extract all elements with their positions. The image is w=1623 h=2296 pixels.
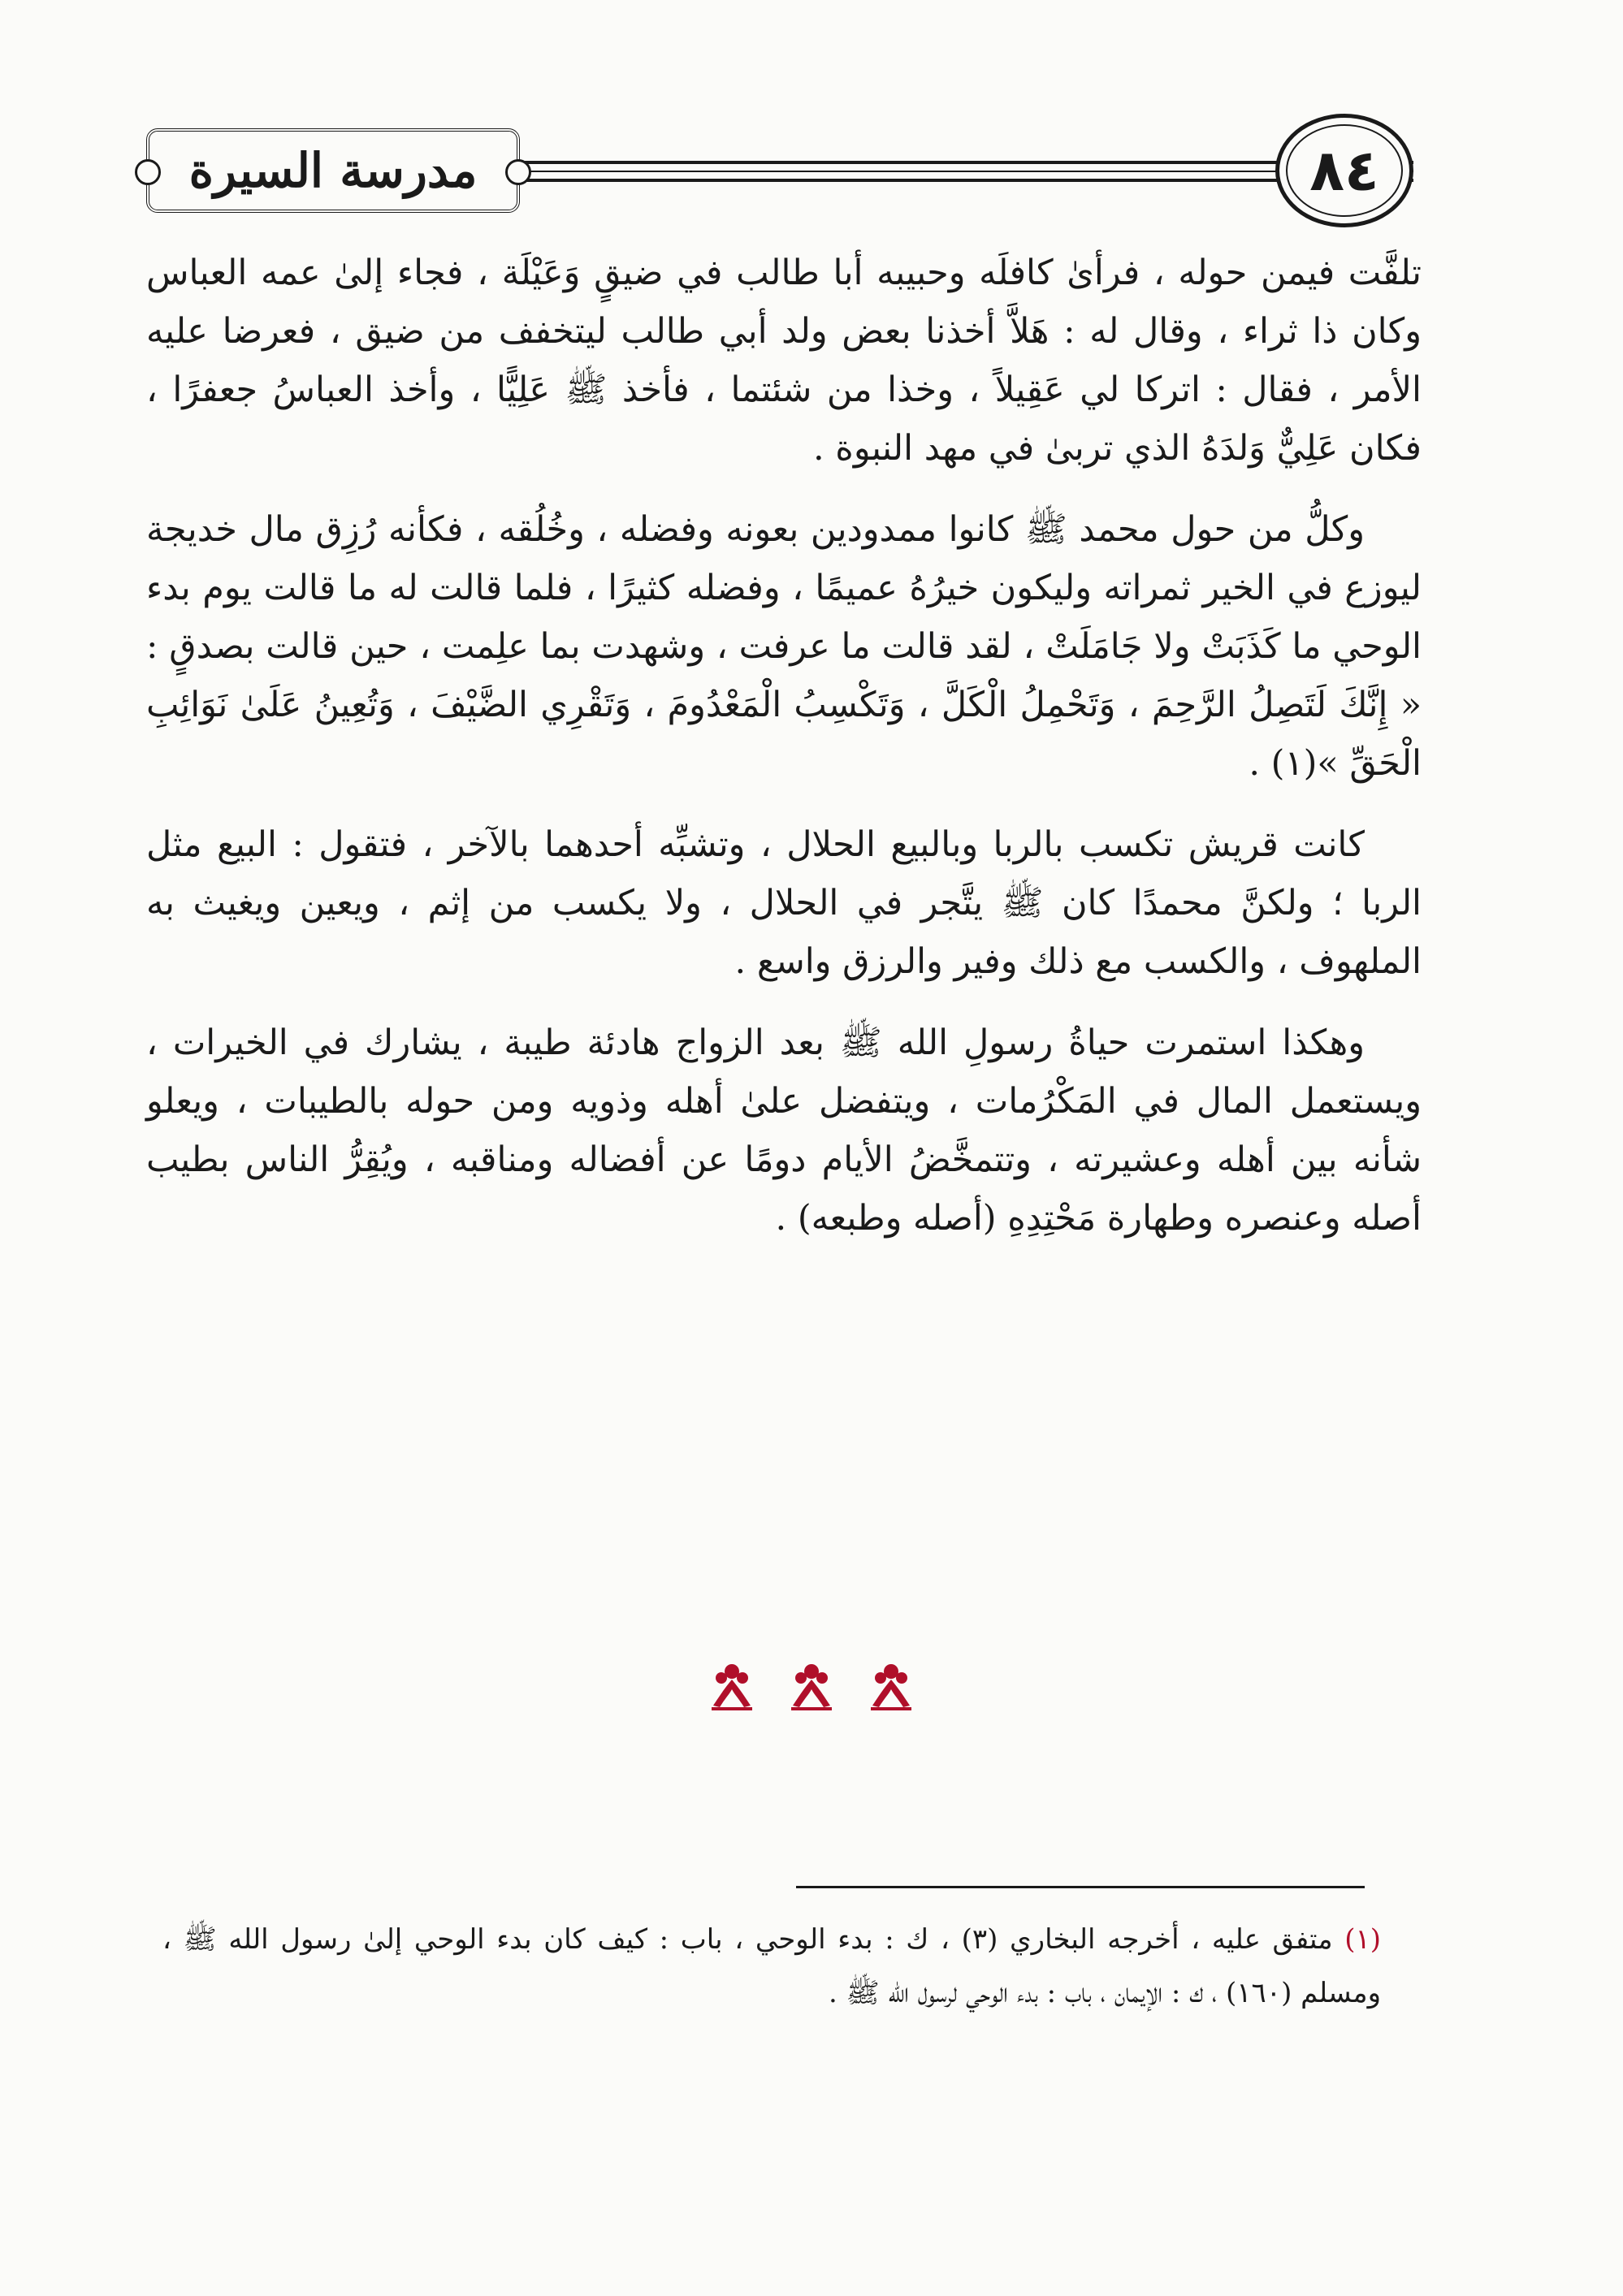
running-title-frame xyxy=(146,128,520,213)
footnote-text: متفق عليه ، أخرجه البخاري (٣) ، ك : بدء الوحي ، باب : كيف كان بدء الوحي إلىٰ رسول الله ﷺ ، ومسلم (١٦٠) ، ك : الإيمان ، باب : بدء الوحي لرسول الله ﷺ . xyxy=(162,1923,1381,2009)
page-number: ٨٤ xyxy=(1309,137,1379,204)
floral-ornament-icon xyxy=(703,1657,760,1714)
paragraph-2: وكلُّ من حول محمد ﷺ كانوا ممدودين بعونه وفضله ، وخُلُقه ، فكأنه رُزِق مال خديجة ليوزع في الخير ثمراته وليكون خيرُهُ عميمًا ، وفضله كثيرًا ، فلما قالت له ما قالت يوم بدء الوحي ما كَذَبَتْ ولا جَامَلَتْ ، لقد قالت ما عرفت ، وشهدت بما علِمت ، حين قالت بصدقٍ : « إِنَّكَ لَتَصِلُ الرَّحِمَ ، وَتَحْمِلُ الْكَلَّ ، وَتَكْسِبُ الْمَعْدُومَ ، وَتَقْرِي الضَّيْفَ ، وَتُعِينُ عَلَىٰ نَوَائِبِ الْحَقِّ »(١) . xyxy=(146,509,1422,784)
floral-ornament-icon xyxy=(863,1657,920,1714)
paragraph-4: وهكذا استمرت حياةُ رسولِ الله ﷺ بعد الزواج هادئة طيبة ، يشارك في الخيرات ، ويستعمل المال في المَكْرُمات ، ويتفضل علىٰ أهله وذويه ومن حوله بالطيبات ، ويعلو شأنه بين أهله وعشيرته ، وتتمخَّضُ الأيام دومًا عن أفضاله ومناقبه ، ويُقِرُّ الناس بطيب أصله وعنصره وطهارة مَحْتِدِهِ (أصله وطبعه) . xyxy=(146,1023,1422,1239)
page-header xyxy=(146,114,1413,227)
paragraph-1: تلفَّت فيمن حوله ، فرأىٰ كافلَه وحبيبه أبا طالب في ضيقٍ وَعَيْلَة ، فجاء إلىٰ عمه العباس وكان ذا ثراء ، وقال له : هَلاَّ أخذنا بعض ولد أبي طالب ليتخفف من ضيق ، فعرضا عليه الأمر ، فقال : اتركا لي عَقِيلاً ، وخذا من شئتما ، فأخذ ﷺ عَلِيًّا ، وأخذ العباسُ جعفرًا ، فكان عَلِيٌّ وَلدَهُ الذي تربىٰ في مهد النبوة . xyxy=(146,253,1422,469)
footnote-separator xyxy=(796,1886,1365,1888)
paragraph-3: كانت قريش تكسب بالربا وبالبيع الحلال ، وتشبِّه أحدهما بالآخر ، فتقول : البيع مثل الربا ؛ ولكنَّ محمدًا كان ﷺ يتَّجر في الحلال ، ولا يكسب من إثم ، ويعين ويغيث به الملهوف ، والكسب مع ذلك وفير والرزق واسع . xyxy=(146,824,1422,982)
footnote-marker: (١) xyxy=(1344,1923,1381,1956)
floral-ornament-icon xyxy=(783,1657,840,1714)
section-divider-ornament xyxy=(0,1657,1623,1714)
body-text xyxy=(146,244,1422,1270)
running-title: مدرسة السيرة xyxy=(188,143,478,198)
footnote xyxy=(162,1913,1381,2020)
page-number-frame xyxy=(1275,114,1413,227)
